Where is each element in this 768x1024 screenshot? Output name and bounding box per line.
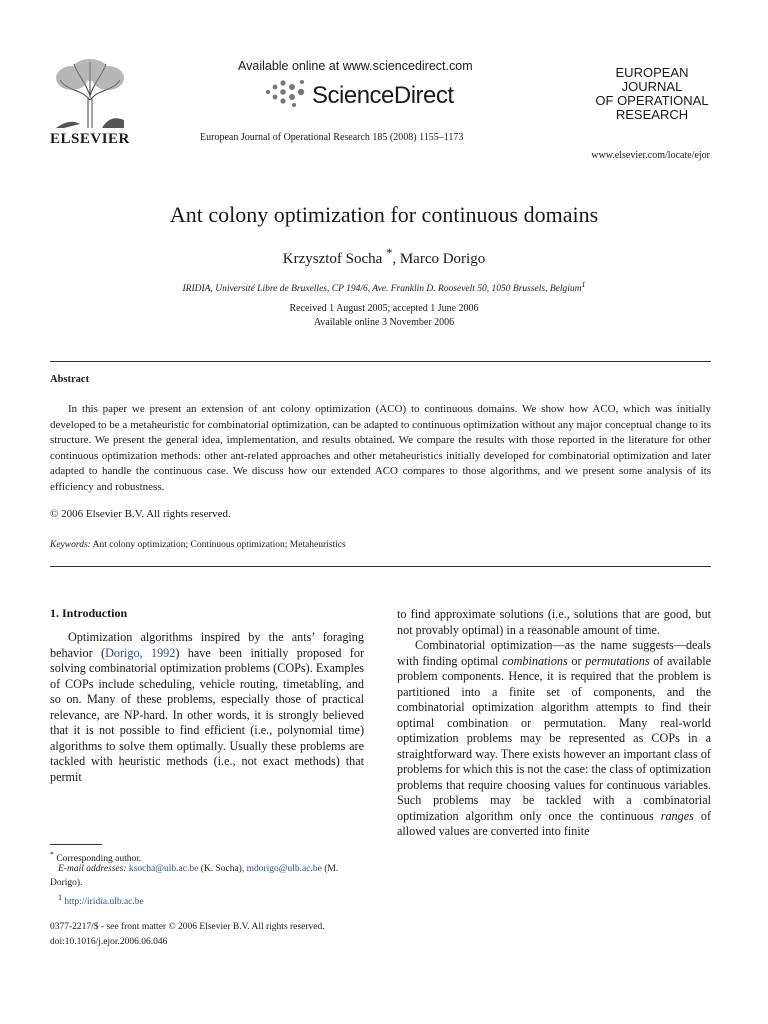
- divider: [50, 361, 711, 362]
- text-run: Combinatorial optimization—as the name suggests—deals with finding optimal: [397, 638, 711, 668]
- footnote-emails: [50, 862, 368, 891]
- doi-line[interactable]: doi:10.1016/j.ejor.2006.06.046: [50, 937, 168, 947]
- abstract-paragraph: In this paper we present an extension of ant colony optimization (ACO) to continuous domains. We show how ACO, which was initially developed to be a metaheuristic for combinatorial optimization, can be adapted to continuous optimization without any major conceptual change to its structure. We present the general idea, implementation, and results obtained. We compare the results with those reported in the literature for other continuous optimization methods: other ant-related approaches and other metaheuristics initially developed for combinatorial optimization and later adapted to handle the continuous case. We discuss how our extended ACO compares to those algorithms, and we present some analysis of its efficiency and robustness.: [50, 403, 711, 493]
- sciencedirect-logo: ScienceDirect: [312, 82, 454, 109]
- emphasis: ranges: [660, 808, 694, 823]
- footnote-url: [50, 891, 368, 909]
- divider: [50, 566, 711, 567]
- article-dates: [0, 302, 768, 330]
- abstract-heading: Abstract: [50, 374, 90, 385]
- received-date: Received 1 August 2005; accepted 1 June 2006: [289, 303, 479, 314]
- affiliation-footnote-mark[interactable]: 1: [581, 280, 586, 289]
- journal-reference: European Journal of Operational Research 185 (2008) 1155–1173: [200, 132, 464, 143]
- article-title: Ant colony optimization for continuous domains: [169, 202, 599, 227]
- text-run: of available problem components. Hence, it is required that the problem is partitioned into a finite set of components, and the combinatorial optimization algorithm attempts to find their optimal combination or permutation. Many real-world optimization problems may be represented as COPs in a straightforward way. There exists however an important class of problems for which this is not the case: the class of optimization problems that require choosing values for continuous variables. Such problems may be tackled with a combinatorial optimization algorithm only once the continuous: [397, 653, 712, 823]
- journal-brand-line: OF OPERATIONAL: [595, 93, 709, 108]
- emphasis: permutations: [585, 653, 650, 668]
- email-link[interactable]: ksocha@ulb.ac.be: [128, 864, 199, 874]
- available-online-text[interactable]: Available online at www.sciencedirect.com: [238, 59, 473, 73]
- text-run: ) have been initially proposed for solving combinatorial optimization problems (COPs). Examples of COPs include scheduling, vehicle routing, timetabling, and so on. Many of these problems, especially those of practical relevance, are NP-hard. In other words, it is strongly believed that it is not possible to find efficient (i.e., polynomial time) algorithms to solve them optimally. Usually these problems are tackled with heuristic methods (i.e., not exact methods) that permit: [50, 645, 365, 784]
- affiliation-text: IRIDIA, Université Libre de Bruxelles, CP 194/6, Ave. Franklin D. Roosevelt 50, 1050 Brussels, Belgium: [182, 284, 582, 295]
- email-label: E-mail addresses:: [58, 864, 127, 874]
- keywords-list: Ant colony optimization; Continuous optimization; Metaheuristics: [92, 540, 346, 550]
- paragraph: [50, 630, 364, 785]
- journal-url[interactable]: www.elsevier.com/locate/ejor: [591, 150, 710, 161]
- journal-brand-line: RESEARCH: [615, 107, 689, 122]
- issn-line: 0377-2217/$ - see front matter © 2006 Elsevier B.V. All rights reserved.: [50, 922, 325, 932]
- author-list: Krzysztof Socha *, Marco Dorigo: [282, 246, 486, 267]
- keywords-label: Keywords:: [50, 540, 91, 550]
- footnote-divider: [50, 844, 102, 845]
- available-date: Available online 3 November 2006: [313, 317, 455, 328]
- emphasis: combinations: [502, 653, 568, 668]
- right-column: [397, 607, 711, 840]
- email-owner: (K. Socha),: [200, 864, 245, 874]
- journal-brand: [588, 66, 716, 122]
- author-name[interactable]: Krzysztof Socha: [282, 251, 383, 267]
- url-link[interactable]: http://iridia.ulb.ac.be: [64, 897, 144, 908]
- footnote-text: Corresponding author.: [56, 854, 142, 865]
- sciencedirect-dots-icon: [262, 78, 310, 108]
- affiliation: [0, 280, 768, 294]
- text-run: Optimization algorithms inspired by the ants’ foraging behavior (: [50, 630, 364, 660]
- abstract-body: [50, 402, 711, 496]
- journal-brand-line: EUROPEAN: [615, 65, 689, 80]
- footnote-mark: 1: [58, 893, 62, 902]
- email-link[interactable]: mdorigo@ulb.ac.be: [246, 864, 322, 874]
- paragraph: to find approximate solutions (i.e., solutions that are good, but not provably optimal) in a reasonable amount of time.: [397, 607, 711, 637]
- keywords: [50, 540, 346, 550]
- text-run: of allowed values are converted into finite: [397, 808, 712, 838]
- copyright-line: © 2006 Elsevier B.V. All rights reserved.: [50, 508, 231, 520]
- publication-meta: [50, 920, 325, 950]
- publisher-logo-text: ELSEVIER: [50, 131, 130, 147]
- email-owner: (M. Dorigo).: [50, 864, 339, 889]
- corresponding-mark[interactable]: *: [386, 246, 393, 260]
- section-heading: 1. Introduction: [50, 606, 128, 620]
- citation-link[interactable]: Dorigo, 1992: [105, 645, 176, 660]
- left-column: [50, 630, 364, 785]
- author-name[interactable]: Marco Dorigo: [399, 251, 486, 267]
- footnote-mark: *: [50, 850, 54, 859]
- paragraph: [397, 638, 711, 840]
- journal-brand-line: JOURNAL: [621, 79, 683, 94]
- text-run: or: [567, 653, 586, 668]
